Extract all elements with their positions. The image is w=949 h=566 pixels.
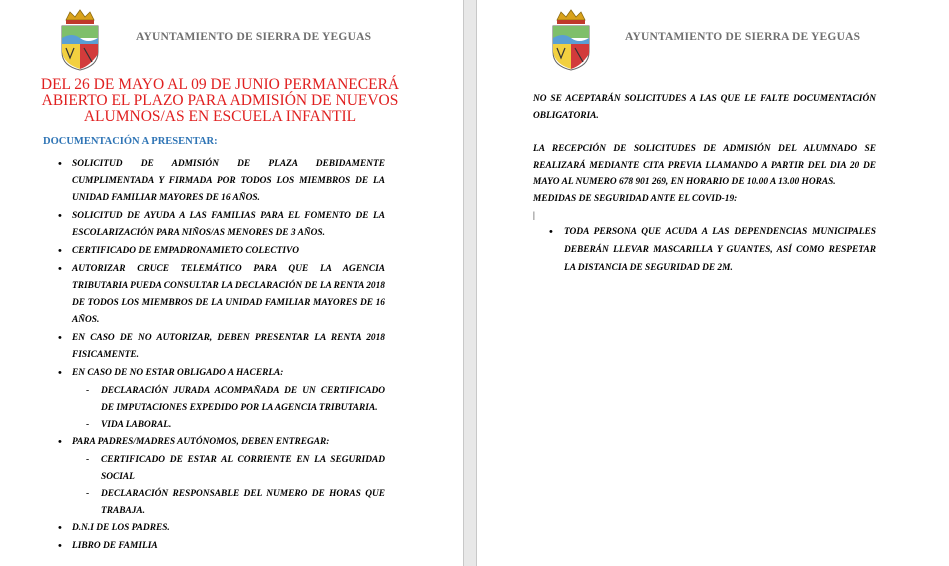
headline-line-2: ABIERTO EL PLAZO PARA ADMISIÓN DE NUEVOS — [41, 92, 399, 109]
text-cursor: | — [533, 211, 535, 221]
list-item: • PARA PADRES/MADRES AUTÓNOMOS, DEBEN ENTREGAR: — [55, 434, 385, 451]
sub-list-item: - CERTIFICADO DE ESTAR AL CORRIENTE EN LA SEGURIDAD SOCIAL — [55, 452, 385, 486]
list-item: • TODA PERSONA QUE ACUDA A LAS DEPENDENCIAS MUNICIPALES DEBERÁN LLEVAR MASCARILLA Y GUANTES, ASÍ COMO RESPETAR LA DISTANCIA DE SEGURIDAD DE 2M. — [547, 223, 876, 277]
list-item: • EN CASO DE NO ESTAR OBLIGADO A HACERLA: — [55, 365, 385, 382]
missing-docs-warning: NO SE ACEPTARÁN SOLICITUDES A LAS QUE LE FALTE DOCUMENTACIÓN OBLIGATORIA. — [533, 94, 876, 121]
list-item: • D.N.I DE LOS PADRES. — [55, 520, 385, 537]
list-item: • LIBRO DE FAMILIA — [55, 538, 385, 555]
covid-heading: MEDIDAS DE SEGURIDAD ANTE EL COVID-19: — [533, 194, 738, 204]
list-item: • EN CASO DE NO AUTORIZAR, DEBEN PRESENTAR LA RENTA 2018 FISICAMENTE. — [55, 330, 385, 364]
document-page-right — [476, 0, 949, 566]
list-item: • AUTORIZAR CRUCE TELEMÁTICO PARA QUE LA AGENCIA TRIBUTARIA PUEDA CONSULTAR LA DECLARACIÓN DE LA RENTA 2018 DE TODOS LOS MIEMBROS DE LA UNIDAD FAMILIAR MAYORES DE 16 AÑOS. — [55, 261, 385, 329]
list-item: • CERTIFICADO DE EMPADRONAMIETO COLECTIVO — [55, 243, 385, 260]
municipal-crest-icon — [549, 8, 593, 72]
announcement-headline — [30, 77, 410, 125]
list-item: • SOLICITUD DE AYUDA A LAS FAMILIAS PARA EL FOMENTO DE LA ESCOLARIZACIÓN PARA NIÑOS/AS MENORES DE 3 AÑOS. — [55, 208, 385, 242]
sub-list-item: - DECLARACIÓN JURADA ACOMPAÑADA DE UN CERTIFICADO DE IMPUTACIONES EXPEDIDO POR LA AGENCIA TRIBUTARIA. — [55, 383, 385, 417]
docs-list — [55, 156, 385, 556]
sub-list-item: - DECLARACIÓN RESPONSABLE DEL NUMERO DE HORAS QUE TRABAJA. — [55, 486, 385, 520]
header-organization: AYUNTAMIENTO DE SIERRA DE YEGUAS — [625, 31, 861, 43]
sub-list-item: - VIDA LABORAL. — [55, 417, 385, 434]
document-page-left — [0, 0, 464, 566]
covid-measures-list — [547, 223, 876, 278]
reception-info: LA RECEPCIÓN DE SOLICITUDES DE ADMISIÓN DEL ALUMNADO SE REALIZARÁ MEDIANTE CITA PREVIA LLAMANDO A PARTIR DEL DIA 20 DE MAYO AL NUMERO 678 901 269, EN HORARIO DE 10.00 A 13.00 HORAS. — [533, 144, 876, 187]
header-organization: AYUNTAMIENTO DE SIERRA DE YEGUAS — [136, 31, 372, 43]
municipal-crest-icon — [58, 8, 102, 72]
docs-heading: DOCUMENTACIÓN A PRESENTAR: — [43, 136, 218, 147]
list-item: • SOLICITUD DE ADMISIÓN DE PLAZA DEBIDAMENTE CUMPLIMENTADA Y FIRMADA POR TODOS LOS MIEMBROS DE LA UNIDAD FAMILIAR MAYORES DE 16 AÑOS. — [55, 156, 385, 207]
headline-line-3: ALUMNOS/AS EN ESCUELA INFANTIL — [83, 108, 357, 125]
headline-line-1: DEL 26 DE MAYO AL 09 DE JUNIO PERMANECERÁ — [40, 76, 400, 93]
